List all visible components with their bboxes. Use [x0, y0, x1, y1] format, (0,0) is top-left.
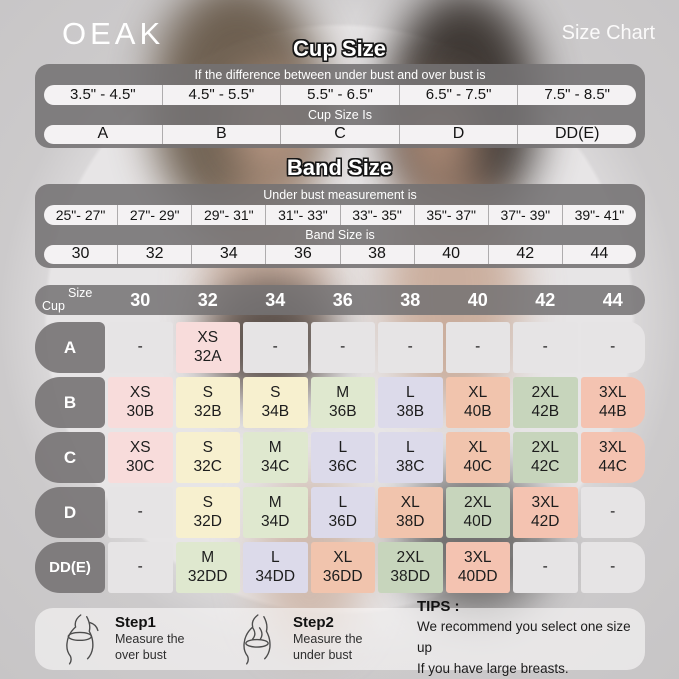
matrix-cell-code: 38B	[396, 402, 425, 420]
cup-value-cell: DD(E)	[517, 125, 636, 145]
step1-block	[115, 614, 221, 663]
matrix-cell-size: L	[338, 494, 348, 512]
matrix-column-header: 34	[265, 289, 286, 310]
matrix-cell-code: 38DD	[390, 567, 431, 585]
cup-range-cell: 4.5" - 5.5"	[162, 85, 281, 105]
matrix-row-label: DD(E)	[35, 542, 105, 593]
band-value-row	[44, 245, 636, 265]
matrix-cell: -	[581, 487, 646, 538]
matrix-cell	[446, 542, 511, 593]
matrix-cell-size: S	[202, 384, 213, 402]
matrix-cell-code: 32A	[193, 347, 222, 365]
band-size-result-label: Band Size is	[305, 227, 375, 242]
matrix-cell: -	[446, 322, 511, 373]
matrix-cell	[176, 542, 241, 593]
matrix-cell-code: 32D	[193, 512, 222, 530]
tips-block	[417, 598, 633, 679]
matrix-cell-code: 36C	[328, 457, 357, 475]
matrix-cell-code: 40B	[463, 402, 492, 420]
matrix-column-header: 36	[332, 289, 353, 310]
matrix-cell-size: 2XL	[463, 494, 492, 512]
matrix-cell-code: 34C	[261, 457, 290, 475]
cup-value-row	[44, 125, 636, 145]
matrix-column-header: 32	[197, 289, 218, 310]
matrix-cell: -	[311, 322, 376, 373]
measuring-guide-bar	[35, 598, 645, 676]
matrix-cell	[446, 432, 511, 483]
matrix-cell: -	[581, 322, 646, 373]
matrix-cell	[311, 377, 376, 428]
matrix-column-header: 38	[400, 289, 421, 310]
brand-logo: OEAK	[62, 16, 165, 51]
matrix-cell	[176, 487, 241, 538]
band-size-table	[35, 184, 645, 268]
matrix-cell-size: 3XL	[531, 494, 560, 512]
matrix-cell	[108, 432, 173, 483]
band-value-cell: 38	[340, 245, 414, 265]
matrix-cell-size: 3XL	[598, 384, 627, 402]
matrix-cell-code: 32C	[193, 457, 222, 475]
corner-cup-label: Cup	[42, 299, 65, 313]
matrix-cell	[378, 542, 443, 593]
matrix-cell-size: S	[202, 494, 213, 512]
step1-line2: over bust	[115, 648, 167, 662]
matrix-row-label: B	[35, 377, 105, 428]
matrix-cell	[378, 487, 443, 538]
tips-line1: We recommend you select one size up	[417, 619, 631, 656]
step2-block	[293, 614, 399, 663]
band-range-cell: 29"- 31"	[191, 205, 265, 225]
matrix-cell: -	[108, 542, 173, 593]
step2-title: Step2	[293, 614, 334, 632]
tips-line2: If you have large breasts.	[417, 660, 569, 676]
band-value-cell: 34	[191, 245, 265, 265]
cup-size-title: Cup Size	[293, 36, 386, 61]
matrix-cell: -	[378, 322, 443, 373]
matrix-cell: -	[108, 487, 173, 538]
cup-range-cell: 5.5" - 6.5"	[280, 85, 399, 105]
matrix-cell-size: XL	[333, 549, 353, 567]
matrix-cell	[513, 432, 578, 483]
matrix-cell-code: 34D	[261, 512, 290, 530]
cup-value-cell: A	[97, 125, 109, 143]
band-range-cell: 31"- 33"	[265, 205, 339, 225]
matrix-column-header: 40	[467, 289, 488, 310]
band-size-condition: Under bust measurement is	[263, 188, 417, 202]
matrix-cell	[378, 377, 443, 428]
matrix-row	[35, 432, 645, 483]
cup-value-cell: C	[280, 125, 399, 145]
matrix-cell-code: 36DD	[322, 567, 363, 585]
matrix-cell	[581, 377, 646, 428]
matrix-cell-code: 38D	[396, 512, 425, 530]
cup-size-condition: If the difference between under bust and over bust is	[194, 68, 486, 82]
matrix-cell-code: 32DD	[187, 567, 228, 585]
matrix-cell-size: S	[270, 384, 281, 402]
cup-range-cell: 3.5" - 4.5"	[69, 86, 136, 104]
band-range-row	[44, 205, 636, 225]
matrix-cell-code: 44C	[598, 457, 627, 475]
band-range-cell: 35"- 37"	[414, 205, 488, 225]
matrix-cell-code: 40DD	[457, 567, 498, 585]
band-range-cell: 39"- 41"	[562, 205, 636, 225]
matrix-cell-code: 40D	[463, 512, 492, 530]
matrix-cell-size: 3XL	[463, 549, 492, 567]
matrix-cell-size: L	[270, 549, 280, 567]
matrix-cell	[513, 487, 578, 538]
matrix-cell	[311, 542, 376, 593]
matrix-row-label: D	[35, 487, 105, 538]
tips-title: TIPS :	[417, 598, 460, 616]
matrix-cell-code: 30C	[126, 457, 155, 475]
matrix-row	[35, 542, 645, 593]
band-range-cell: 27"- 29"	[117, 205, 191, 225]
size-matrix	[35, 322, 645, 593]
matrix-column-header: 44	[602, 289, 623, 310]
matrix-cell-size: M	[336, 384, 350, 402]
matrix-cell-code: 38C	[396, 457, 425, 475]
matrix-cell-size: L	[405, 384, 415, 402]
cup-range-cell: 7.5" - 8.5"	[517, 85, 636, 105]
band-value-cell: 40	[414, 245, 488, 265]
matrix-cell-size: M	[268, 494, 282, 512]
matrix-cell-size: XS	[129, 439, 151, 457]
corner-size-label: Size	[68, 286, 93, 300]
cup-range-cell: 6.5" - 7.5"	[399, 85, 518, 105]
matrix-cell	[446, 487, 511, 538]
matrix-row-label: C	[35, 432, 105, 483]
page-title: Size Chart	[561, 22, 655, 44]
matrix-cell-size: 2XL	[396, 549, 425, 567]
matrix-cell	[243, 377, 308, 428]
matrix-cell: -	[513, 322, 578, 373]
matrix-cell-code: 36B	[328, 402, 357, 420]
cup-range-row	[44, 85, 636, 105]
cup-value-cell: B	[162, 125, 281, 145]
matrix-cell-code: 32B	[193, 402, 222, 420]
matrix-cell-code: 42B	[531, 402, 560, 420]
matrix-cell-size: 2XL	[531, 439, 560, 457]
matrix-cell-size: 3XL	[598, 439, 627, 457]
matrix-cell-size: XL	[468, 439, 488, 457]
band-range-cell: 37"- 39"	[488, 205, 562, 225]
matrix-cell	[108, 377, 173, 428]
matrix-row	[35, 487, 645, 538]
matrix-cell	[176, 432, 241, 483]
matrix-cell-size: L	[405, 439, 415, 457]
matrix-cell-size: L	[338, 439, 348, 457]
matrix-cell-size: XS	[129, 384, 151, 402]
over-bust-figure-icon	[55, 612, 103, 666]
matrix-cell-size: XS	[197, 329, 219, 347]
band-range-cell: 33"- 35"	[340, 205, 414, 225]
matrix-cell-size: M	[268, 439, 282, 457]
matrix-row	[35, 377, 645, 428]
matrix-cell	[243, 542, 308, 593]
matrix-cell-size: S	[202, 439, 213, 457]
cup-value-cell: D	[399, 125, 518, 145]
matrix-cell-code: 30B	[126, 402, 155, 420]
step2-line2: under bust	[293, 648, 353, 662]
matrix-cell	[446, 377, 511, 428]
matrix-header-row	[35, 285, 645, 315]
band-range-cell: 25"- 27"	[55, 206, 106, 223]
matrix-cell	[311, 432, 376, 483]
matrix-cell	[581, 432, 646, 483]
matrix-cell: -	[108, 322, 173, 373]
matrix-row	[35, 322, 645, 373]
matrix-cell: -	[513, 542, 578, 593]
under-bust-figure-icon	[233, 612, 281, 666]
step1-title: Step1	[115, 614, 156, 632]
band-value-cell: 30	[71, 245, 90, 263]
step1-line1: Measure the	[115, 632, 185, 647]
matrix-cell	[243, 432, 308, 483]
matrix-cell-code: 34DD	[255, 567, 296, 585]
band-value-cell: 42	[488, 245, 562, 265]
matrix-cell-code: 40C	[463, 457, 492, 475]
matrix-cell	[176, 322, 241, 373]
band-value-cell: 44	[562, 245, 636, 265]
band-size-title: Band Size	[286, 155, 393, 180]
matrix-cell-code: 36D	[328, 512, 357, 530]
matrix-cell: -	[243, 322, 308, 373]
matrix-column-header: 42	[535, 289, 556, 310]
matrix-cell	[176, 377, 241, 428]
matrix-cell	[378, 432, 443, 483]
cup-size-result-label: Cup Size Is	[308, 107, 372, 122]
band-value-cell: 36	[265, 245, 339, 265]
matrix-cell-size: M	[201, 549, 215, 567]
step2-line1: Measure the	[293, 632, 363, 647]
matrix-cell-code: 44B	[598, 402, 627, 420]
matrix-cell-code: 34B	[261, 402, 290, 420]
matrix-row-label: A	[35, 322, 105, 373]
matrix-cell-size: XL	[468, 384, 488, 402]
matrix-cell	[311, 487, 376, 538]
matrix-cell-size: 2XL	[531, 384, 560, 402]
matrix-cell	[513, 377, 578, 428]
matrix-cell	[243, 487, 308, 538]
matrix-corner-cell	[35, 285, 105, 315]
band-value-cell: 32	[117, 245, 191, 265]
matrix-cell-code: 42C	[531, 457, 560, 475]
matrix-cell-code: 42D	[531, 512, 560, 530]
matrix-cell: -	[581, 542, 646, 593]
matrix-column-header: 30	[130, 289, 151, 310]
matrix-cell-size: XL	[400, 494, 420, 512]
cup-size-table	[35, 64, 645, 148]
